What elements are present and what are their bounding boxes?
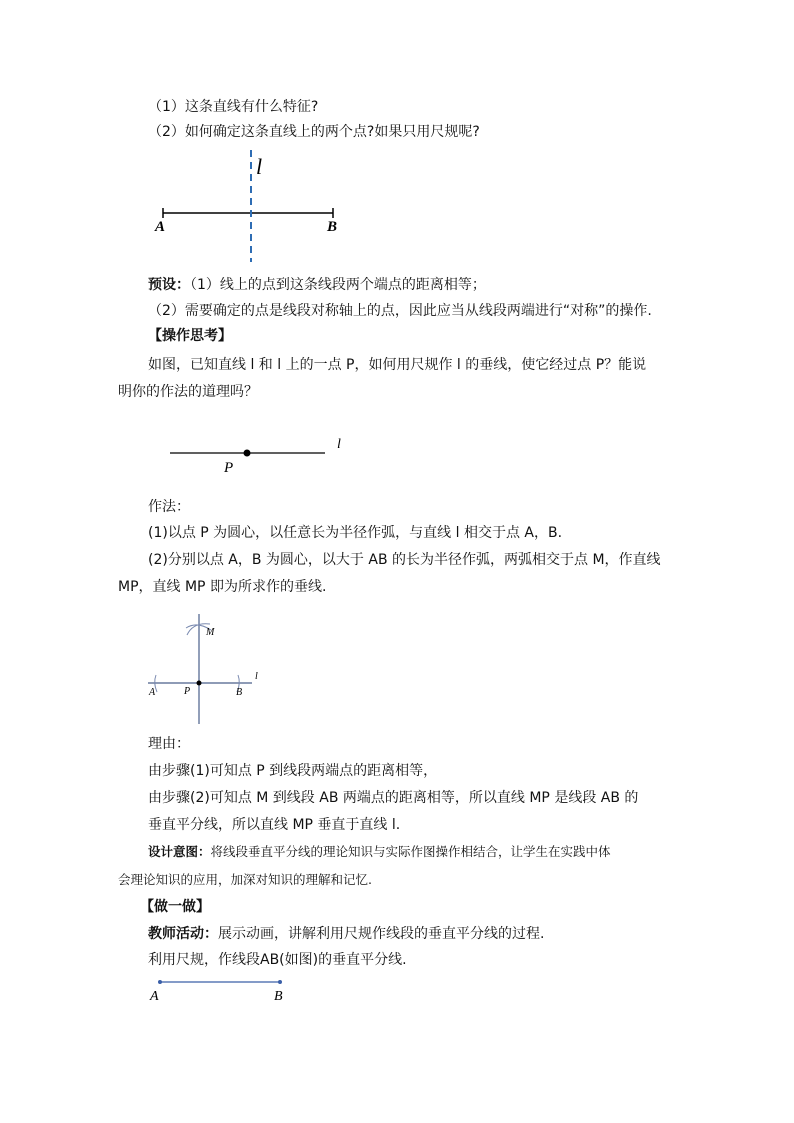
method-label: 作法：: [148, 499, 190, 515]
design-label: 设计意图：: [148, 844, 211, 859]
teacher-label: 教师活动：: [148, 926, 218, 942]
label-m: M: [206, 627, 215, 638]
line-label-l: l: [337, 437, 341, 452]
design-intent-2: 会理论知识的应用，加深对知识的理解和记忆.: [118, 872, 372, 887]
question-1: （1）这条直线有什么特征?: [148, 99, 319, 115]
preset-text-1: （1）线上的点到这条线段两个端点的距离相等；: [190, 277, 486, 293]
label-a: A: [149, 687, 156, 698]
task-label-a: A: [150, 989, 159, 1004]
task-point-a: [158, 980, 162, 984]
task-text: 利用尺规，作线段AB(如图)的垂直平分线.: [148, 952, 407, 968]
question-2: （2）如何确定这条直线上的两个点?如果只用尺规呢?: [148, 124, 480, 140]
preset-label: 预设：: [148, 277, 190, 293]
point-label-a: A: [155, 219, 166, 235]
reason-1: 由步骤(1)可知点 P 到线段两端点的距离相等，: [148, 763, 438, 779]
teacher-text: 展示动画，讲解利用尺规作线段的垂直平分线的过程.: [218, 926, 545, 942]
reason-3: 垂直平分线，所以直线 MP 垂直于直线 l.: [148, 817, 401, 833]
operation-question-1: 如图，已知直线 l 和 l 上的一点 P，如何用尺规作 l 的垂线，使它经过点 P？能说: [148, 357, 647, 373]
reason-2: 由步骤(2)可知点 M 到线段 AB 两端点的距离相等，所以直线 MP 是线段 AB 的: [148, 790, 639, 806]
method-step-1: (1)以点 P 为圆心，以任意长为半径作弧，与直线 l 相交于点 A，B.: [148, 525, 563, 541]
do-heading: 【做一做】: [140, 899, 210, 915]
design-text-1: 将线段垂直平分线的理论知识与实际作图操作相结合，让学生在实践中体: [210, 844, 611, 859]
method-step-2b: MP，直线 MP 即为所求作的垂线.: [118, 579, 327, 595]
task-point-b: [278, 980, 282, 984]
method-step-2a: (2)分别以点 A，B 为圆心，以大于 AB 的长为半径作弧，两弧相交于点 M，作直线: [148, 552, 661, 568]
axis-label-l: l: [256, 154, 263, 179]
label-l: l: [255, 671, 258, 682]
operation-question-2: 明你的作法的道理吗？: [118, 384, 258, 400]
label-p: P: [184, 686, 191, 697]
point-label-b: B: [327, 219, 338, 235]
task-label-b: B: [274, 989, 283, 1004]
operation-heading: 【操作思考】: [148, 328, 232, 344]
preset-line-2: （2）需要确定的点是线段对称轴上的点，因此应当从线段两端进行“对称”的操作.: [148, 303, 652, 319]
reason-label: 理由：: [148, 736, 190, 752]
label-b: B: [236, 687, 243, 698]
point-label-p: P: [224, 460, 234, 476]
